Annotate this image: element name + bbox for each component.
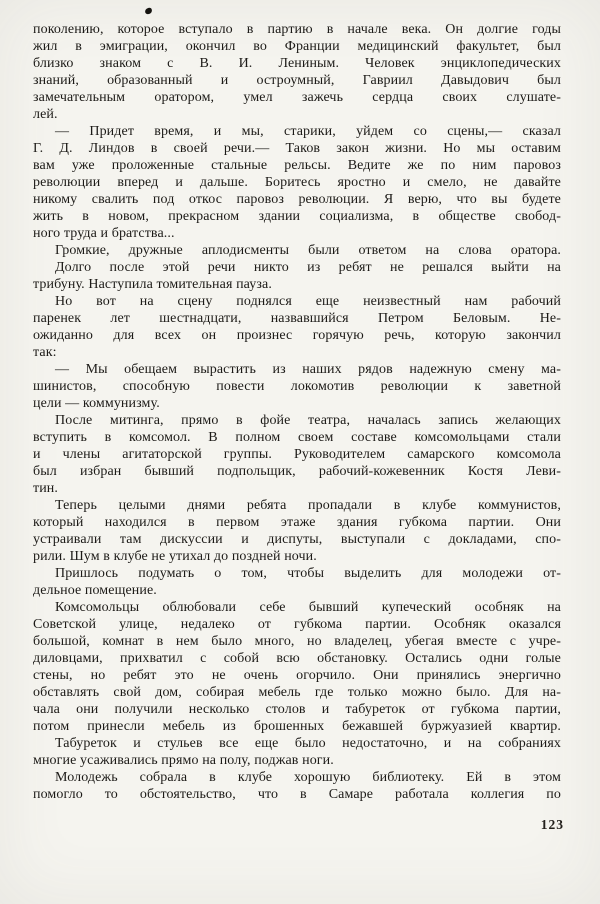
text-line: Молодежь собрала в клубе хорошую библиотеку. Ей в этом xyxy=(55,770,561,785)
text-line: стены, но ребят это не очень огорчило. Они принялись энергично xyxy=(33,668,561,683)
text-line: Пришлось подумать о том, чтобы выделить для молодежи от- xyxy=(55,566,561,581)
text-line: шинистов, способную повести локомотив революции к заветной xyxy=(33,379,561,394)
page-number: 123 xyxy=(540,817,564,832)
text-line: никому свалить под откос паровоз революции. Я верю, что вы будете xyxy=(33,192,561,207)
text-line: вступить в комсомол. В полном своем составе комсомольцами стали xyxy=(33,430,561,445)
text-line: ожиданно для всех он произнес горячую речь, которую закончил xyxy=(33,328,561,343)
text-line: Теперь целыми днями ребята пропадали в клубе коммунистов, xyxy=(55,498,561,513)
text-line: жил в эмиграции, окончил во Франции медицинский факультет, был xyxy=(33,39,561,54)
text-line: — Мы обещаем вырастить из наших рядов надежную смену ма- xyxy=(55,362,561,377)
text-line: жить в новом, прекрасном здании социализма, в обществе свобод- xyxy=(33,209,561,224)
text-line: большой, комнат в нем было много, но владелец, убегая вместе с учре- xyxy=(33,634,561,649)
text-line: и члены агитаторской группы. Руководителем самарского комсомола xyxy=(33,447,561,462)
text-line: Комсомольцы облюбовали себе бывший купеческий особняк на xyxy=(55,600,561,615)
text-line: потом принесли мебель из брошенных бежавшей буржуазией квартир. xyxy=(33,719,561,734)
text-line: который находился в первом этаже здания губкома партии. Они xyxy=(33,515,561,530)
text-line: трибуну. Наступила томительная пауза. xyxy=(33,277,272,292)
text-line: был избран бывший подпольщик, рабочий-кожевенник Костя Леви- xyxy=(33,464,561,479)
text-block xyxy=(33,21,561,803)
text-line: замечательным оратором, умел зажечь сердца своих слушате- xyxy=(33,90,561,105)
text-line: так: xyxy=(33,345,57,360)
text-line: цели — коммунизму. xyxy=(33,396,160,411)
text-line: рили. Шум в клубе не утихал до поздней ночи. xyxy=(33,549,317,564)
text-line: Долго после этой речи никто из ребят не решался выйти на xyxy=(55,260,561,275)
text-line: дельное помещение. xyxy=(33,583,157,598)
text-line: Табуреток и стульев все еще было недостаточно, и на собраниях xyxy=(55,736,561,751)
text-line: тин. xyxy=(33,481,59,496)
text-line: лей. xyxy=(33,107,58,122)
text-line: — Придет время, и мы, старики, уйдем со сцены,— сказал xyxy=(55,124,561,139)
text-line: близко знаком с В. И. Лениным. Человек энциклопедических xyxy=(33,56,561,71)
text-line: устраивали там дискуссии и диспуты, выступали с докладами, спо- xyxy=(33,532,561,547)
text-line: поколению, которое вступало в партию в начале века. Он долгие годы xyxy=(33,22,561,37)
text-line: Громкие, дружные аплодисменты были ответом на слова оратора. xyxy=(55,243,561,258)
text-line: Но вот на сцену поднялся еще неизвестный нам рабочий xyxy=(55,294,561,309)
text-line: обставлять свой дом, собирая мебель где только можно было. Для на- xyxy=(33,685,561,700)
text-line: революции вперед и дальше. Боритесь яростно и смело, не давайте xyxy=(33,175,561,190)
text-line: многие усаживались прямо на полу, поджав ноги. xyxy=(33,753,334,768)
text-line: помогло то обстоятельство, что в Самаре работала коллегия по xyxy=(33,787,561,802)
text-line: Г. Д. Линдов в своей речи.— Таков закон жизни. Но мы оставим xyxy=(33,141,561,156)
text-line: После митинга, прямо в фойе театра, началась запись желающих xyxy=(55,413,561,428)
text-line: чала они получили несколько столов и табуреток от губкома партии, xyxy=(33,702,561,717)
text-line: диловцами, прихватил с собой всю обстановку. Остались одни голые xyxy=(33,651,561,666)
text-line: паренек лет шестнадцати, назвавшийся Петром Беловым. Не- xyxy=(33,311,561,326)
text-line: вам уже проложенные стальные рельсы. Ведите же по ним паровоз xyxy=(33,158,561,173)
text-line: знаний, образованный и остроумный, Гавриил Давыдович был xyxy=(33,73,561,88)
text-line: ного труда и братства... xyxy=(33,226,175,241)
ink-smudge xyxy=(144,7,152,15)
text-line: Советской улице, недалеко от губкома партии. Особняк оказался xyxy=(33,617,561,632)
